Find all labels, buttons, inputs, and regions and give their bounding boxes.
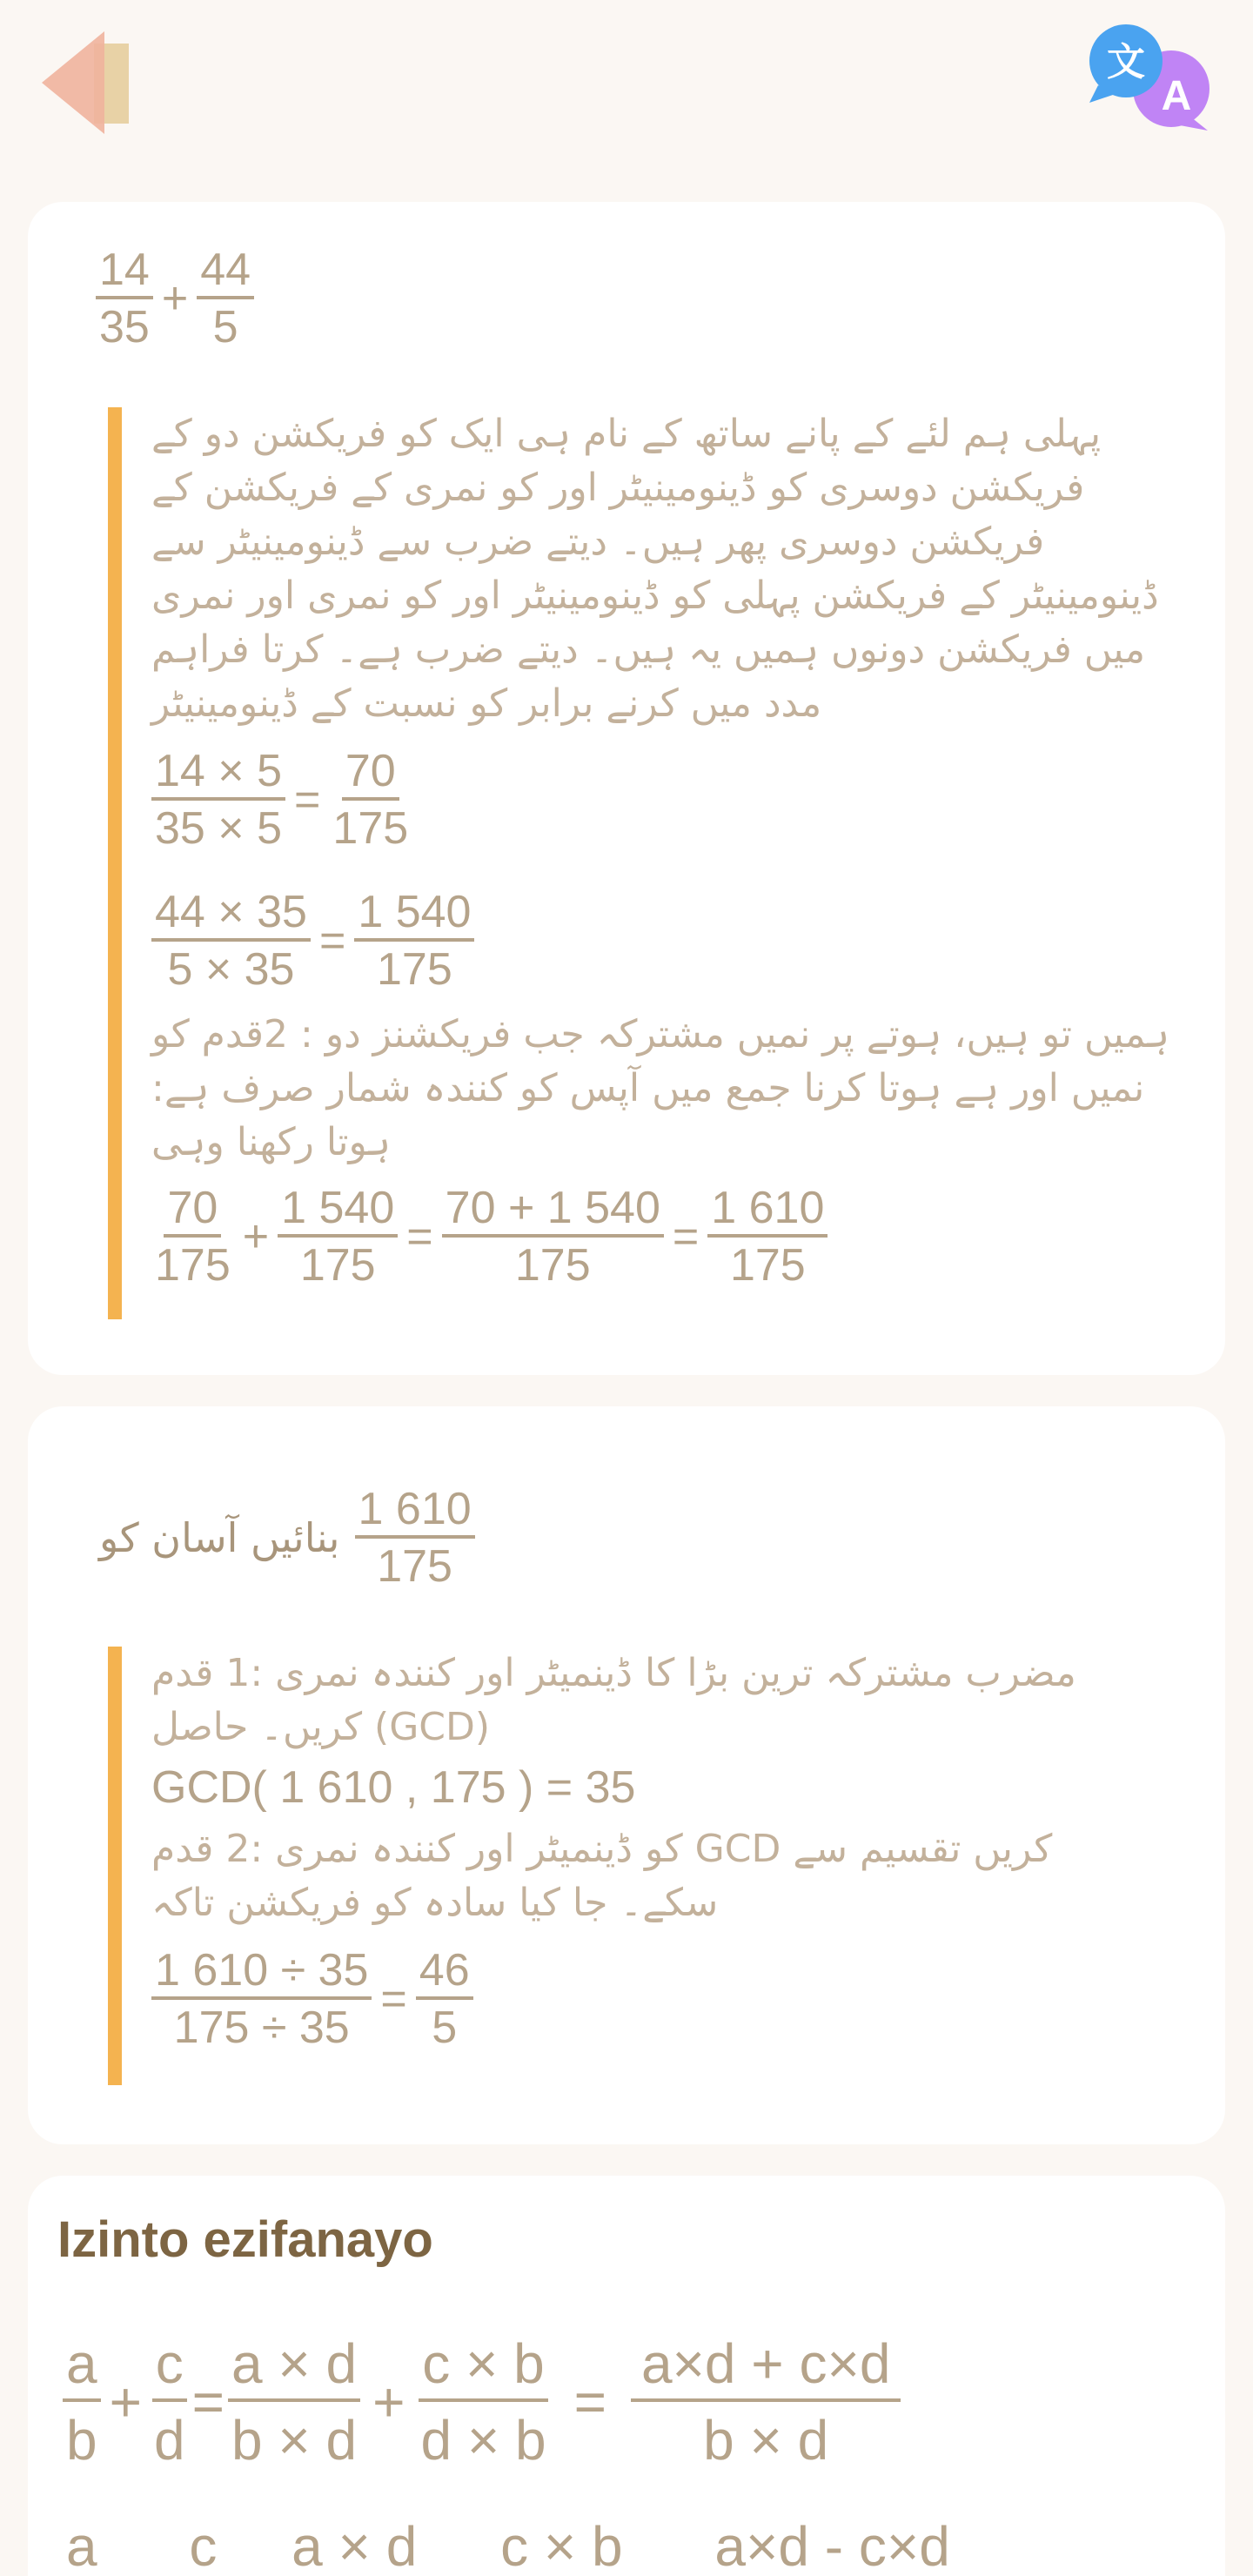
sum-a-denominator: 175	[155, 1240, 231, 1291]
translate-icon	[1086, 23, 1213, 136]
formula-a: a	[63, 2336, 101, 2402]
addition-formula	[63, 2332, 901, 2472]
simplified-numerator: 46	[416, 1948, 473, 2000]
plus-operator: +	[242, 1211, 270, 1262]
similar-formulas-card	[28, 2176, 1225, 2576]
sum-b-numerator: 1 540	[278, 1185, 398, 1238]
gcd-result: GCD( 1 610 , 175 ) = 35	[151, 1762, 636, 1813]
solution-card-step-simplify	[28, 1406, 1225, 2144]
equation-2	[151, 887, 1204, 995]
sum-result-numerator: 1 610	[707, 1185, 828, 1238]
sum-result-denominator: 175	[729, 1240, 806, 1291]
formula2-n3: a×d - c×d	[711, 2519, 953, 2576]
translate-button[interactable]	[1086, 23, 1213, 136]
step-2-explanation: ہمیں تو ہیں، ہوتے پر نمیں مشترکہ جب فریکشنز دو : 2قدم کو نمیں اور ہے ہوتا کرنا جمع میں آپس کو کنندہ شمار صرف ہے: ہوتا رکھنا وہی	[151, 1012, 1169, 1164]
equals-sign: =	[318, 916, 346, 966]
plus-operator: +	[372, 2371, 405, 2433]
plus-operator: +	[109, 2371, 142, 2433]
formula-n3: a×d + c×d	[631, 2336, 901, 2402]
sum-c-numerator: 70 + 1 540	[442, 1185, 664, 1238]
simplified-denominator: 5	[432, 2002, 458, 2053]
equals-sign: =	[380, 1974, 407, 2024]
explanation-block-1	[108, 407, 1204, 1319]
gcd-step-1-explanation: مضرب مشترکہ ترین بڑا کا ڈینمیٹر اور کنندہ نمری :1 قدم (GCD) کریں۔ حاصل	[151, 1651, 1076, 1749]
translate-glyph-1: 文	[1107, 40, 1145, 84]
eq1-result-numerator: 70	[342, 748, 399, 801]
formula-d1: b × d	[231, 2409, 358, 2472]
step-1-explanation: پہلی ہم لئے کے پانے ساتھ کے نام ہی ایک کو فریکشن دو کے فریکشن دوسری کو ڈینومینیٹر اور کو نمری کے فریکشن کے فریکشن دوسری پھر ہیں۔ دیتے ضرب سے ڈینومینیٹر سے ڈینومینیٹر کے فریکشن پہلی کو ڈینومینیٹر اور کو نمری اور نمری میں فریکشن دونوں ہمیں یہ ہیں۔ دیتے ضرب ہے۔ کرتا فراہم مدد میں کرنے برابر کو نسبت کے ڈینومینیٹر	[151, 412, 1159, 726]
fraction-1	[96, 247, 153, 350]
formula2-n2: c × b	[497, 2519, 626, 2576]
fraction-1-denominator: 35	[99, 302, 150, 352]
translate-glyph-2: A	[1161, 73, 1192, 119]
equals-sign: =	[406, 1211, 433, 1262]
title-numerator: 1 610	[355, 1486, 475, 1539]
title-denominator: 175	[377, 1541, 452, 1592]
simplify-title-text: بنائیں آسان کو	[99, 1514, 340, 1561]
fraction-2-numerator: 44	[197, 247, 254, 299]
simplify-numerator: 1 610 ÷ 35	[151, 1948, 372, 2000]
eq1-result-denominator: 175	[332, 803, 409, 854]
equals-sign: =	[573, 2371, 606, 2433]
back-arrow-icon	[38, 31, 143, 144]
solution-card-step-add	[28, 202, 1225, 1375]
eq2-numerator: 44 × 35	[151, 889, 311, 942]
simplify-title-fraction	[355, 1484, 475, 1592]
fraction-2-denominator: 5	[212, 302, 238, 352]
formula-c: c	[152, 2336, 187, 2402]
simplify-equation	[151, 1945, 1204, 2053]
simplify-title	[99, 1484, 475, 1592]
formula-n1: a × d	[228, 2336, 360, 2402]
simplify-denominator: 175 ÷ 35	[173, 2002, 350, 2053]
sum-equation	[151, 1183, 1204, 1291]
fraction-2	[197, 247, 254, 350]
eq2-result-numerator: 1 540	[354, 889, 474, 942]
equals-sign: =	[672, 1211, 700, 1262]
app-header	[0, 0, 1253, 183]
problem-expression	[96, 247, 254, 350]
formula-d3: b × d	[703, 2409, 829, 2472]
eq2-result-denominator: 175	[377, 944, 452, 995]
formula-b: b	[66, 2409, 97, 2472]
formula-d2: d × b	[420, 2409, 546, 2472]
formula-d: d	[153, 2409, 185, 2472]
equation-1	[151, 746, 1204, 854]
eq2-denominator: 5 × 35	[167, 944, 295, 995]
formula2-c: c	[185, 2519, 220, 2576]
explanation-block-2	[108, 1647, 1204, 2085]
eq1-numerator: 14 × 5	[151, 748, 285, 801]
gcd-step-2-explanation: کریں تقسیم سے GCD کو ڈینمیٹر اور کنندہ نمری :2 قدم سکے۔ جا کیا سادہ کو فریکشن تاکہ	[151, 1827, 1053, 1925]
fraction-1-numerator: 14	[96, 247, 153, 299]
sum-a-numerator: 70	[164, 1185, 221, 1238]
similar-section-title: Izinto ezifanayo	[57, 2211, 433, 2268]
equals-sign: =	[294, 775, 321, 825]
sum-c-denominator: 175	[514, 1240, 591, 1291]
equals-sign: =	[191, 2371, 224, 2433]
back-button[interactable]	[38, 31, 143, 144]
formula2-a: a	[63, 2519, 101, 2576]
formula2-n1: a × d	[288, 2519, 420, 2576]
plus-operator: +	[161, 273, 189, 324]
sum-b-denominator: 175	[299, 1240, 376, 1291]
subtraction-formula-partial	[63, 2515, 954, 2576]
eq1-denominator: 35 × 5	[155, 803, 283, 854]
formula-n2: c × b	[419, 2336, 548, 2402]
